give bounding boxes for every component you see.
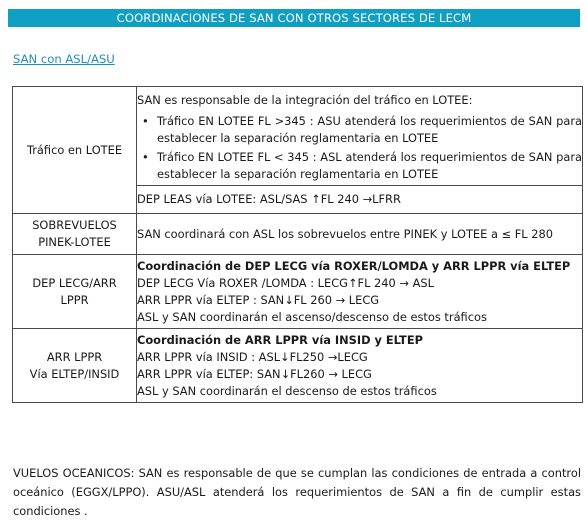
row-line: ASL y SAN coordinarán el ascenso/descenso de estos tráficos — [137, 309, 487, 324]
section-link-san-asl-asu[interactable]: SAN con ASL/ASU — [13, 52, 115, 66]
row-label-sobrevuelos — [13, 214, 137, 255]
row-line: ARR LPPR vía INSID : ASL↓FL250 →LECG — [137, 349, 368, 364]
row-content-arr-lppr — [137, 329, 583, 403]
row-label-trafico-lotee — [13, 87, 137, 214]
list-item — [142, 113, 582, 147]
list-item — [142, 149, 582, 183]
intro-text: SAN es responsable de la integración del tráfico en LOTEE: — [137, 93, 473, 107]
row-label-line: LPPR — [60, 292, 89, 307]
row-label-line: ARR LPPR — [46, 349, 103, 364]
row-line: DEP LECG Vía ROXER /LOMDA : LECG↑FL 240 → ASL — [137, 275, 434, 290]
row-content-text: SAN coordinará con ASL los sobrevuelos entre PINEK y LOTEE a ≤ FL 280 — [137, 226, 553, 241]
row-label-line: Vía ELTEP/INSID — [29, 366, 120, 381]
row-content-dep-leas — [137, 186, 583, 214]
row-heading: Coordinación de DEP LECG vía ROXER/LOMDA y ARR LPPR vía ELTEP — [137, 258, 571, 273]
row-content-trafico-lotee — [137, 87, 583, 186]
row-label-line: SOBREVUELOS — [32, 218, 117, 232]
row-content-text: DEP LEAS vía LOTEE: ASL/SAS ↑FL 240 →LFRR — [137, 192, 401, 206]
list-item-text: Tráfico EN LOTEE FL >345 : ASU atenderá los requerimientos de SAN para establecer la separación reglamentaria en LOTEE — [157, 114, 582, 145]
row-line: ARR LPPR vía ELTEP : SAN↓FL 260 → LECG — [137, 292, 380, 307]
row-line: ARR LPPR vía ELTEP: SAN↓FL260 → LECG — [137, 366, 372, 381]
row-label-line: DEP LECG/ARR — [32, 275, 117, 290]
table-row — [13, 255, 583, 329]
row-label-text: Tráfico en LOTEE — [26, 142, 123, 157]
row-heading: Coordinación de ARR LPPR vía INSID y ELTEP — [137, 332, 423, 347]
row-content-sobrevuelos — [137, 214, 583, 255]
bullet-icon: • — [142, 150, 149, 164]
page-banner: COORDINACIONES DE SAN CON OTROS SECTORES DE LECM — [8, 9, 580, 27]
table-row — [13, 329, 583, 403]
row-label-arr-lppr — [13, 329, 137, 403]
list-item-text: Tráfico EN LOTEE FL < 345 : ASL atenderá los requerimientos de SAN para establecer la separación reglamentaria en LOTEE — [157, 150, 582, 181]
table-row — [13, 87, 583, 186]
row-label-line: PINEK-LOTEE — [38, 235, 111, 249]
row-line: ASL y SAN coordinarán el descenso de estos tráficos — [137, 383, 437, 398]
table-row — [13, 214, 583, 255]
oceanic-flights-paragraph: VUELOS OCEANICOS: SAN es responsable de que se cumplan las condiciones de entrada a control oceánico (EGGX/LPPO). ASU/ASL atenderá los requerimientos de SAN a fin de cumplir estas condiciones . — [13, 466, 581, 518]
bullet-icon: • — [142, 114, 149, 128]
row-label-dep-lecg — [13, 255, 137, 329]
row-content-dep-lecg — [137, 255, 583, 329]
bullet-list — [137, 113, 582, 183]
coordination-table — [12, 86, 583, 403]
